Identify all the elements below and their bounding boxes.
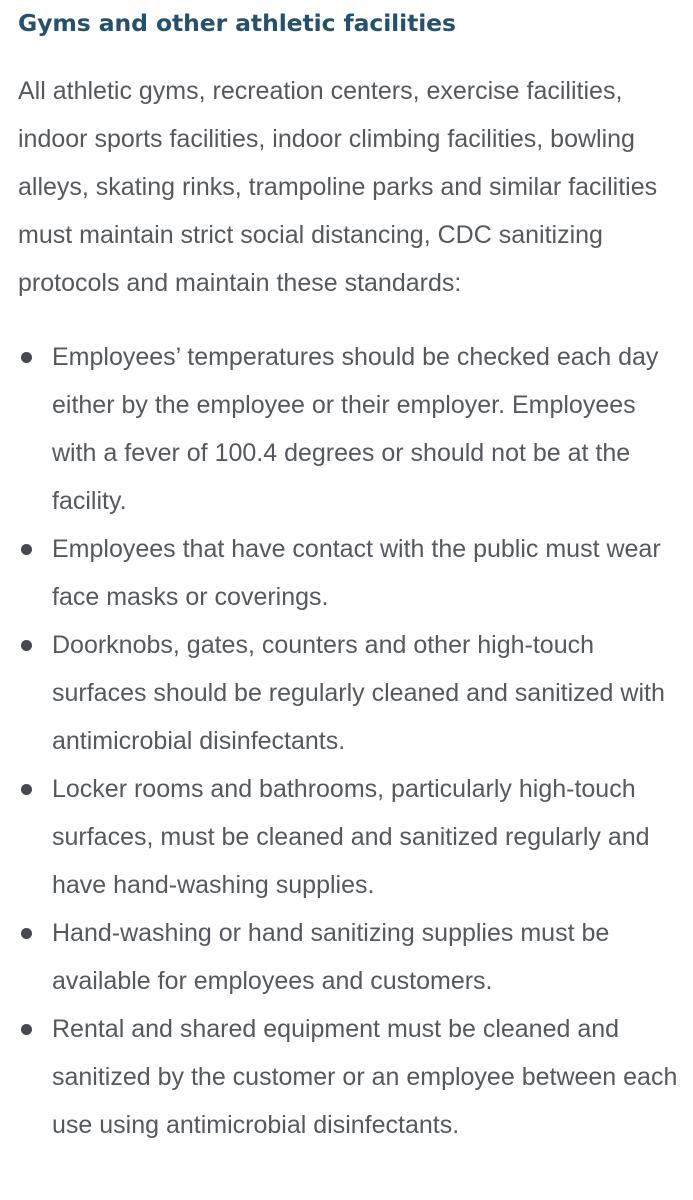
list-item (18, 909, 678, 1005)
section-heading: Gyms and other athletic facilities (18, 9, 456, 37)
list-item (18, 621, 678, 765)
article-section (18, 0, 678, 1149)
list-item-text: Locker rooms and bathrooms, particularly high-touch surfaces, must be cleaned and sanitized regularly and have hand-washing supplies. (52, 775, 650, 899)
bullet-icon (21, 1024, 32, 1035)
list-item-text: Rental and shared equipment must be cleaned and sanitized by the customer or an employee between each use using antimicrobial disinfectants. (52, 1015, 678, 1139)
standards-list (18, 333, 678, 1149)
bullet-icon (21, 640, 32, 651)
intro-paragraph: All athletic gyms, recreation centers, exercise facilities, indoor sports facilities, indoor climbing facilities, bowling alleys, skating rinks, trampoline parks and similar facilities must maintain strict social distancing, CDC sanitizing protocols and maintain these standards: (18, 77, 658, 297)
list-item (18, 1005, 678, 1149)
list-item (18, 525, 678, 621)
list-item (18, 765, 678, 909)
list-item-text: Hand-washing or hand sanitizing supplies must be available for employees and customers. (52, 919, 610, 995)
list-item-text: Employees that have contact with the public must wear face masks or coverings. (52, 535, 661, 611)
bullet-icon (21, 352, 32, 363)
bullet-icon (21, 928, 32, 939)
list-item-text: Employees’ temperatures should be checked each day either by the employee or their employer. Employees with a fever of 100.4 degrees or should not be at the facility. (52, 343, 659, 515)
list-item-text: Doorknobs, gates, counters and other high-touch surfaces should be regularly cleaned and sanitized with antimicrobial disinfectants. (52, 631, 665, 755)
list-item (18, 333, 678, 525)
bullet-icon (21, 544, 32, 555)
bullet-icon (21, 784, 32, 795)
